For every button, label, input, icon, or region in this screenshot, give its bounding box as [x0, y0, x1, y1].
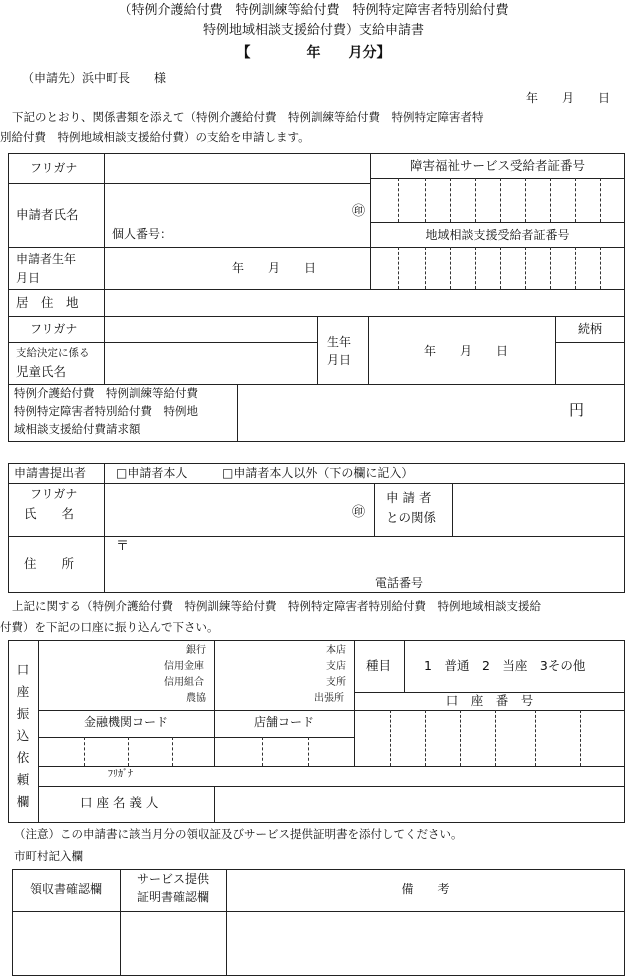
branch-type-main: 本店 — [326, 645, 346, 656]
submitter-address-label: 住 所 — [24, 556, 75, 571]
child-birth-label-1: 生年 — [327, 335, 352, 349]
submitter-name-label: 氏 名 — [24, 506, 75, 521]
amount-label-1: 特例介護給付費 特例訓練等給付費 — [14, 386, 198, 400]
applicant-name-label: 申請者氏名 — [16, 207, 79, 222]
birth-label-1: 申請者生年 — [16, 252, 77, 266]
institution-code-label: 金融機関コード — [83, 715, 168, 729]
bank-side-char-2: 座 — [16, 684, 30, 699]
remarks-label: 備 考 — [401, 882, 450, 896]
application-date: 年 月 日 — [526, 91, 611, 105]
intro-line-1: 下記のとおり、関係書類を添えて（特例介護給付費 特例訓練等給付費 特例特定障害者特 — [12, 110, 484, 124]
bank-side-char-5: 依 — [16, 750, 30, 765]
inst-type-bank: 銀行 — [186, 645, 206, 656]
child-label-2: 児童氏名 — [16, 364, 67, 379]
submitter-furigana-label: フリガナ — [30, 487, 78, 501]
child-birth-label-2: 月日 — [327, 353, 352, 367]
title-line-1: （特例介護給付費 特例訓練等給付費 特例特定障害者特別給付費 — [118, 3, 509, 18]
account-holder-label: 口 座 名 義 人 — [80, 795, 159, 810]
holder-furigana-label: ﾌﾘｶﾞﾅ — [108, 769, 133, 780]
address-label: 居 住 地 — [16, 295, 79, 310]
transfer-note-1: 上記に関する（特例介護給付費 特例訓練等給付費 特例特定障害者特別給付費 特例地域相談支援給 — [12, 599, 541, 613]
service-number-label: 障害福祉サービス受給者証番号 — [409, 158, 585, 173]
title-line-3: 【 年 月分】 — [236, 45, 391, 61]
birth-value: 年 月 日 — [232, 261, 317, 275]
submitter-relation-label-2: との関係 — [386, 510, 437, 525]
branch-code-label: 店舗コード — [253, 715, 314, 729]
yen-mark: 円 — [569, 401, 585, 419]
service-cert-label-2: 証明書確認欄 — [136, 890, 209, 904]
submitter-relation-label-1: 申 請 者 — [386, 490, 432, 505]
recipient: （申請先）浜中町長 様 — [22, 71, 167, 85]
seal-mark: ㊞ — [352, 204, 366, 219]
submitter-label: 申請書提出者 — [14, 466, 87, 480]
my-number-label: 個人番号： — [112, 227, 173, 241]
inst-type-noukyou: 農協 — [186, 693, 206, 704]
postal-mark: 〒 — [116, 539, 130, 554]
phone-label: 電話番号 — [375, 576, 424, 590]
option-applicant-self[interactable]: □申請者本人 — [116, 466, 188, 480]
bank-side-char-3: 振 — [16, 706, 30, 721]
inst-type-shinkin: 信用金庫 — [164, 661, 204, 672]
birth-label-2: 月日 — [16, 271, 41, 285]
bank-side-char-4: 込 — [16, 728, 30, 743]
option-applicant-other[interactable]: □申請者本人以外（下の欄に記入） — [222, 466, 414, 480]
bank-side-char-6: 頼 — [16, 772, 30, 787]
transfer-note-2: 付費）を下記の口座に振り込んで下さい。 — [0, 620, 219, 634]
office-section-label: 市町村記入欄 — [14, 849, 83, 863]
branch-type-branch: 支店 — [326, 661, 346, 672]
child-furigana-label: フリガナ — [30, 322, 78, 336]
branch-type-sub: 支所 — [326, 677, 346, 688]
service-cert-label-1: サービス提供 — [136, 872, 209, 886]
intro-line-2: 別給付費 特例地域相談支援給付費）の支給を申請します。 — [0, 130, 310, 144]
child-birth-value: 年 月 日 — [424, 344, 509, 358]
amount-label-2: 特例特定障害者特別給付費 特例地 — [14, 404, 198, 418]
account-kind-label: 種目 — [366, 658, 392, 673]
account-kind-options: 1 普通 2 当座 3その他 — [424, 658, 586, 673]
branch-type-office: 出張所 — [314, 693, 344, 704]
title-line-2: 特例地域相談支援給付費）支給申請書 — [202, 23, 424, 38]
submitter-seal-mark: ㊞ — [352, 505, 366, 520]
amount-label-3: 域相談支援給付費請求額 — [14, 422, 141, 436]
attachment-notice: （注意）この申請書に該当月分の領収証及びサービス提供証明書を添付してください。 — [14, 827, 463, 841]
bank-side-char-1: 口 — [16, 662, 30, 677]
receipt-check-label: 領収書確認欄 — [29, 882, 102, 896]
applicant-furigana-label: フリガナ — [30, 161, 78, 175]
relation-label: 続柄 — [578, 322, 603, 336]
regional-number-label: 地域相談支援受給者証番号 — [425, 228, 570, 242]
inst-type-kumiai: 信用組合 — [164, 677, 204, 688]
account-number-label: 口 座 番 号 — [445, 693, 534, 708]
bank-side-char-7: 欄 — [16, 794, 30, 809]
child-label-1: 支給決定に係る — [16, 347, 90, 359]
